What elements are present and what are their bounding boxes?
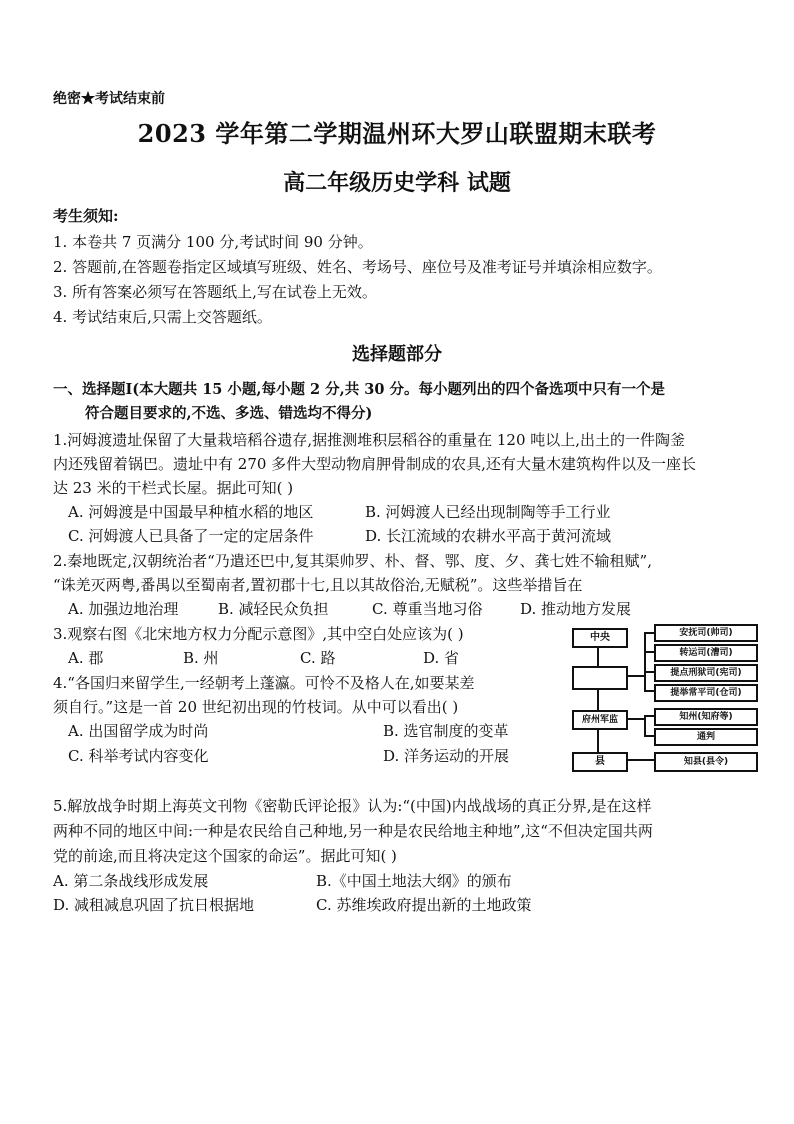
confidential-label: 绝密★考试结束前 <box>53 91 165 107</box>
question-3-option-c: C. 路 <box>300 649 336 667</box>
diagram-county-box: 县 <box>572 752 628 772</box>
question-2-stem: 2.秦地既定,汉朝统治者“乃遣还巴中,复其渠帅罗、朴、督、鄂、度、夕、龚七姓不输租赋”, <box>53 552 652 570</box>
diagram-central-box: 中央 <box>572 628 628 648</box>
question-5-stem: 两种不同的地区中间:一种是农民给自己种地,另一种是农民给地主种地”,这“不但决定国共两 <box>53 822 653 840</box>
question-4-option-a: A. 出国留学成为时尚 <box>68 722 209 740</box>
question-3-option-a: A. 郡 <box>68 649 104 667</box>
diagram-connector <box>626 675 644 677</box>
question-1-option-b: B. 河姆渡人已经出现制陶等手工行业 <box>365 503 611 521</box>
question-4-stem: 4.“各国归来留学生,一经朝考上蓬瀛。可怜不及格人在,如要某差 <box>53 674 475 692</box>
diagram-bracket <box>644 651 654 653</box>
notice-heading: 考生须知: <box>53 207 119 225</box>
question-1-stem: 内还残留着锅巴。遗址中有 270 多件大型动物肩胛骨制成的农具,还有大量木建筑构件以及一座长 <box>53 455 696 473</box>
question-1-stem: 1.河姆渡遗址保留了大量栽培稻谷遗存,据推测堆积层稻谷的重量在 120 吨以上,出土的一件陶釜 <box>53 431 686 449</box>
question-2-option-a: A. 加强边地治理 <box>68 600 179 618</box>
diagram-zhixian-box: 知县(县令) <box>654 752 758 772</box>
question-1-stem: 达 23 米的干栏式长屋。据此可知( ) <box>53 479 294 497</box>
question-3-stem: 3.观察右图《北宋地方权力分配示意图》,其中空白处应该为( ) <box>53 625 464 643</box>
question-4-stem: 须自行。”这是一首 20 世纪初出现的竹枝词。从中可以看出( ) <box>53 698 459 716</box>
diagram-bracket <box>644 671 654 673</box>
diagram-bracket <box>644 715 654 717</box>
section-title: 选择题部分 <box>352 344 442 365</box>
diagram-zhuanyun-box: 转运司(漕司) <box>654 644 758 662</box>
question-3-option-b: B. 州 <box>183 649 219 667</box>
diagram-anfu-box: 安抚司(帅司) <box>654 624 758 642</box>
question-5-option-d: D. 减租减息巩固了抗日根据地 <box>53 896 255 914</box>
question-1-option-a: A. 河姆渡是中国最早种植水稻的地区 <box>68 503 314 521</box>
notice-item: 3. 所有答案必须写在答题纸上,写在试卷上无效。 <box>53 283 377 301</box>
question-5-option-a: A. 第二条战线形成发展 <box>53 872 209 890</box>
diagram-connector <box>597 646 599 666</box>
notice-item: 4. 考试结束后,只需上交答题纸。 <box>53 308 272 326</box>
diagram-tiju-box: 提举常平司(仓司) <box>654 684 758 702</box>
question-4-option-d: D. 洋务运动的开展 <box>383 747 510 765</box>
question-1-option-d: D. 长江流域的农耕水平高于黄河流域 <box>365 527 612 545</box>
question-2-option-d: D. 推动地方发展 <box>520 600 632 618</box>
diagram-fuzhou-box: 府州军监 <box>572 710 628 730</box>
notice-item: 1. 本卷共 7 页满分 100 分,考试时间 90 分钟。 <box>53 233 373 251</box>
question-5-stem: 党的前途,而且将决定这个国家的命运”。据此可知( ) <box>53 847 397 865</box>
part-heading: 一、选择题Ⅰ(本大题共 15 小题,每小题 2 分,共 30 分。每小题列出的四个备选项中只有一个是 <box>53 381 665 398</box>
exam-title: 2023 学年第二学期温州环大罗山联盟期末联考 <box>137 119 657 148</box>
question-3-option-d: D. 省 <box>423 649 460 667</box>
diagram-connector <box>626 759 654 761</box>
diagram-connector <box>626 718 644 720</box>
diagram-tidian-box: 提点刑狱司(宪司) <box>654 664 758 682</box>
diagram-zhizhou-box: 知州(知府等) <box>654 708 758 726</box>
question-2-stem: “诛羌灭两粤,番禺以至蜀南者,置初郡十七,且以其故俗治,无赋税”。这些举措旨在 <box>53 576 583 594</box>
diagram-bracket <box>644 632 654 634</box>
question-4-option-c: C. 科举考试内容变化 <box>68 747 209 765</box>
question-2-option-b: B. 减轻民众负担 <box>218 600 329 618</box>
notice-item: 2. 答题前,在答题卷指定区域填写班级、姓名、考场号、座位号及准考证号并填涂相应数字。 <box>53 258 662 276</box>
diagram-tongpan-box: 通判 <box>654 728 758 746</box>
question-5-option-c: C. 苏维埃政府提出新的土地政策 <box>316 896 532 914</box>
question-4-option-b: B. 选官制度的变革 <box>383 722 509 740</box>
question-1-option-c: C. 河姆渡人已具备了一定的定居条件 <box>68 527 314 545</box>
question-5-stem: 5.解放战争时期上海英文刊物《密勒氏评论报》认为:“(中国)内战战场的真正分界,是在这样 <box>53 797 652 815</box>
diagram-bracket <box>644 690 654 692</box>
diagram-connector <box>597 728 599 752</box>
exam-subtitle: 高二年级历史学科 试题 <box>283 170 511 196</box>
power-distribution-diagram <box>566 624 760 774</box>
question-5-option-b: B.《中国土地法大纲》的颁布 <box>316 872 512 890</box>
diagram-blank-box <box>572 666 628 690</box>
question-2-option-c: C. 尊重当地习俗 <box>372 600 483 618</box>
diagram-bracket <box>644 735 654 737</box>
part-heading-cont: 符合题目要求的,不选、多选、错选均不得分) <box>85 405 373 422</box>
diagram-bracket <box>644 715 646 736</box>
diagram-connector <box>597 688 599 710</box>
diagram-bracket <box>644 632 646 692</box>
